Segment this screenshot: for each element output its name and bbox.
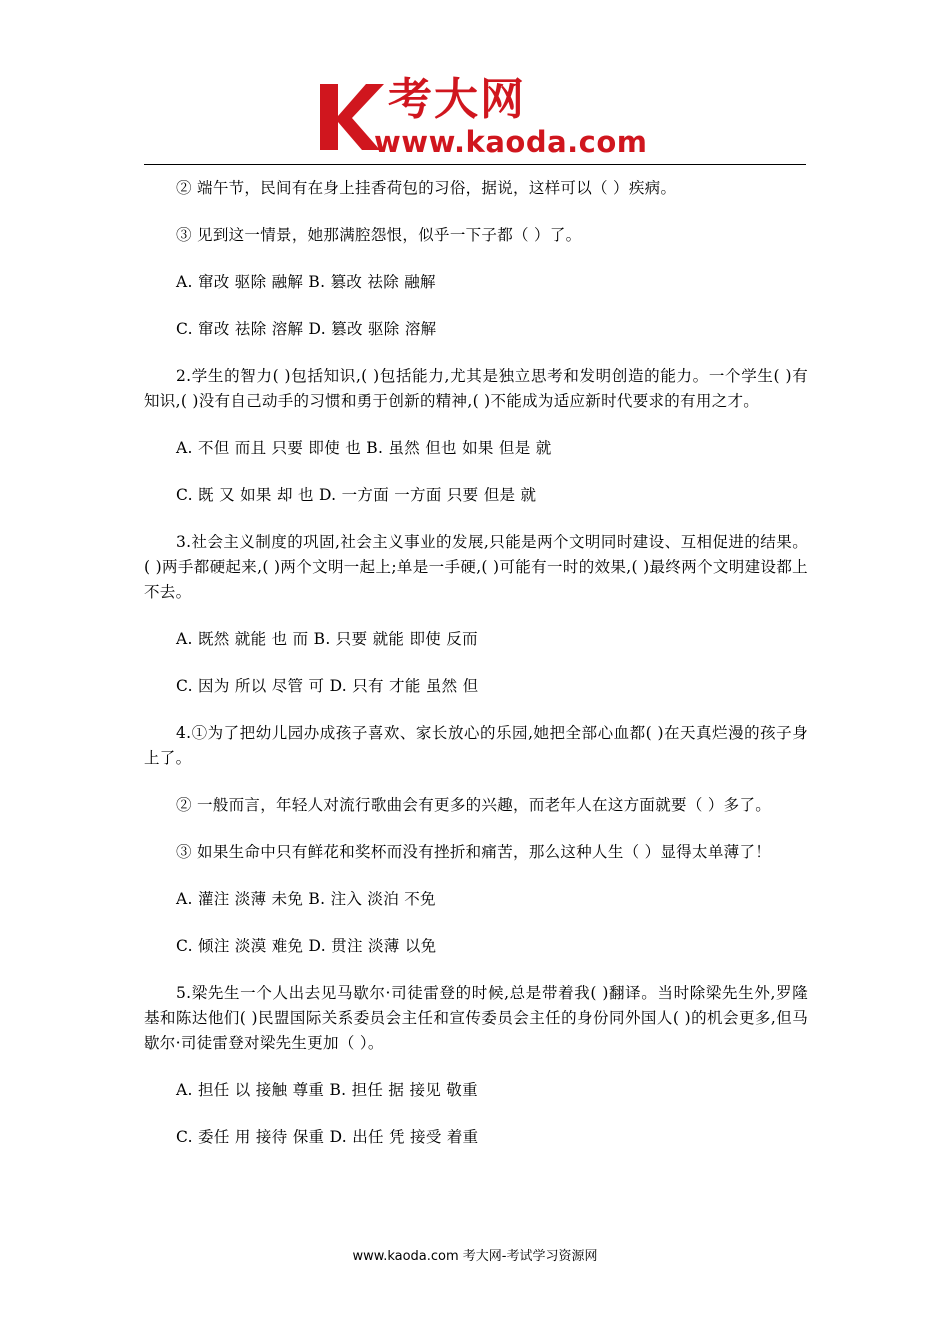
header-divider bbox=[144, 164, 806, 165]
answer-options: C. 委任 用 接待 保重 D. 出任 凭 接受 着重 bbox=[176, 1128, 479, 1146]
answer-options: C. 窜改 祛除 溶解 D. 篡改 驱除 溶解 bbox=[176, 320, 437, 338]
logo-chinese-name: 考大网 bbox=[388, 74, 526, 125]
paragraph: ③ 见到这一情景，她那满腔怨恨，似乎一下子都（ ）了。 bbox=[176, 226, 582, 244]
answer-options: C. 倾注 淡漠 难免 D. 贯注 淡薄 以免 bbox=[176, 937, 437, 955]
document-body bbox=[144, 176, 808, 1172]
answer-options: C. 因为 所以 尽管 可 D. 只有 才能 虽然 但 bbox=[176, 677, 479, 695]
answer-options: A. 窜改 驱除 融解 B. 篡改 祛除 融解 bbox=[176, 273, 436, 291]
question-2: 2.学生的智力( )包括知识,( )包括能力,尤其是独立思考和发明创造的能力。一个学生( )有知识,( )没有自己动手的习惯和勇于创新的精神,( )不能成为适应新时代要求的有用之才。 bbox=[144, 367, 808, 410]
page-footer: www.kaoda.com 考大网-考试学习资源网 bbox=[352, 1249, 598, 1264]
paragraph: ② 一般而言，年轻人对流行歌曲会有更多的兴趣，而老年人在这方面就要（ ）多了。 bbox=[176, 796, 772, 814]
answer-options: A. 灌注 淡薄 未免 B. 注入 淡泊 不免 bbox=[176, 890, 436, 908]
paragraph: ③ 如果生命中只有鲜花和奖杯而没有挫折和痛苦，那么这种人生（ ）显得太单薄了！ bbox=[176, 843, 772, 861]
paragraph: ② 端午节，民间有在身上挂香荷包的习俗，据说，这样可以（ ）疾病。 bbox=[176, 179, 677, 197]
question-4: 4.①为了把幼儿园办成孩子喜欢、家长放心的乐园,她把全部心血都( )在天真烂漫的孩子身上了。 bbox=[144, 724, 808, 767]
answer-options: A. 担任 以 接触 尊重 B. 担任 据 接见 敬重 bbox=[176, 1081, 478, 1099]
kaoda-logo[interactable] bbox=[316, 74, 648, 164]
question-3: 3.社会主义制度的巩固,社会主义事业的发展,只能是两个文明同时建设、互相促进的结果。( )两手都硬起来,( )两个文明一起上;单是一手硬,( )可能有一时的效果,( )最终两个文明建设都上不去。 bbox=[144, 533, 808, 601]
answer-options: C. 既 又 如果 却 也 D. 一方面 一方面 只要 但是 就 bbox=[176, 486, 537, 504]
page-header bbox=[0, 0, 950, 170]
logo-url: www.kaoda.com bbox=[374, 125, 648, 159]
question-5: 5.梁先生一个人出去见马歇尔·司徒雷登的时候,总是带着我( )翻译。当时除梁先生外,罗隆基和陈达他们( )民盟国际关系委员会主任和宣传委员会主任的身份同外国人( )的机会更多,但马歇尔·司徒雷登对梁先生更加（ ）。 bbox=[144, 984, 808, 1052]
answer-options: A. 既然 就能 也 而 B. 只要 就能 即使 反而 bbox=[176, 630, 478, 648]
answer-options: A. 不但 而且 只要 即使 也 B. 虽然 但也 如果 但是 就 bbox=[176, 439, 552, 457]
